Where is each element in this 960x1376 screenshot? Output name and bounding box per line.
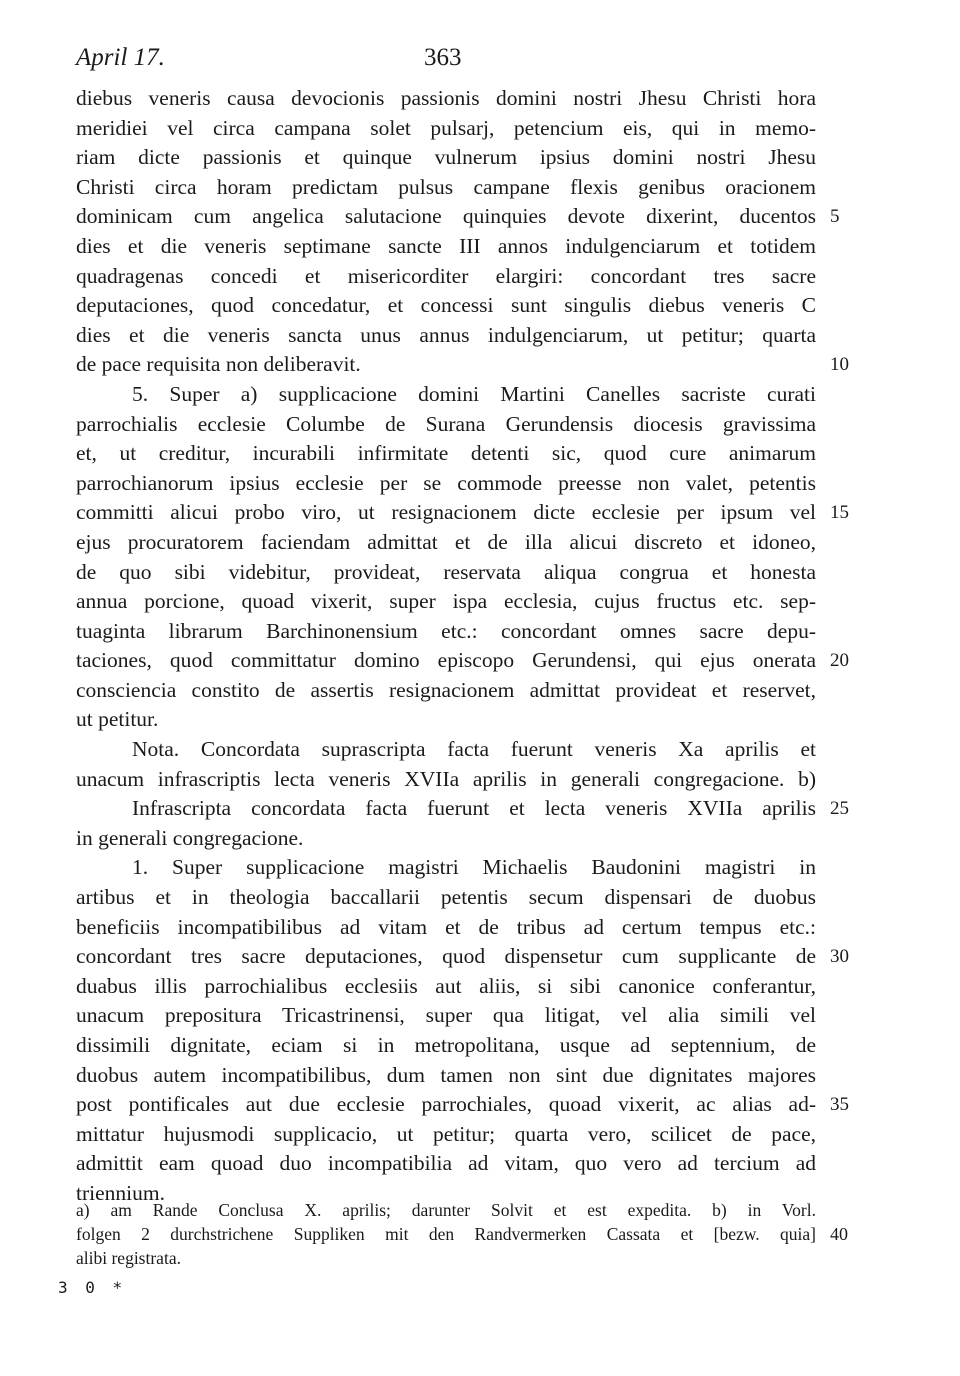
body-line-text: deputaciones, quod concedatur, et concessi sunt singulis diebus veneris C bbox=[76, 293, 816, 318]
body-line-text: 5. Super a) supplicacione domini Martini Canelles sacriste curati bbox=[132, 381, 816, 406]
running-head: April 17. bbox=[76, 44, 165, 71]
body-line bbox=[76, 84, 816, 114]
body-line-text: parrochianorum ipsius ecclesie per se commode preesse non valet, petentis bbox=[76, 470, 816, 495]
body-line bbox=[76, 705, 816, 735]
line-number: 20 bbox=[830, 650, 849, 672]
body-line-text: meridiei vel circa campana solet pulsarj, petencium eis, qui in memo- bbox=[76, 115, 816, 140]
body-line bbox=[76, 528, 816, 558]
body-line bbox=[76, 173, 816, 203]
body-line bbox=[76, 498, 849, 528]
line-number: 25 bbox=[830, 798, 849, 820]
body-line bbox=[76, 1061, 816, 1091]
body-line bbox=[76, 143, 816, 173]
body-line-text: duobus autem incompatibilibus, dum tamen non sint due dignitates majores bbox=[76, 1062, 816, 1087]
body-line bbox=[76, 439, 816, 469]
body-line bbox=[76, 942, 849, 972]
body-line bbox=[76, 913, 816, 943]
body-line-text: in generali congregacione. bbox=[76, 825, 304, 850]
body-line bbox=[76, 765, 816, 795]
body-line-text: post pontificales aut due ecclesie parrochiales, quoad vixerit, ac alias ad- bbox=[76, 1092, 816, 1117]
body-line bbox=[76, 350, 849, 380]
body-line-text: dies et die veneris septimane sancte III annos indulgenciarum et totidem bbox=[76, 233, 816, 258]
body-line-text: de pace requisita non deliberavit. bbox=[76, 352, 361, 377]
footnote-line-text: a) am Rande Conclusa X. aprilis; darunter Solvit et est expedita. b) in Vorl. bbox=[76, 1200, 816, 1220]
body-line-text: Christi circa horam predictam pulsus campane flexis genibus oracionem bbox=[76, 174, 816, 199]
printer-signature-mark: 3 0 * bbox=[58, 1278, 127, 1297]
line-number: 40 bbox=[830, 1224, 848, 1244]
body-line bbox=[76, 380, 816, 410]
body-line bbox=[76, 469, 816, 499]
body-line bbox=[76, 1001, 816, 1031]
body-line-text: annua porcione, quoad vixerit, super ispa ecclesia, cujus fructus etc. sep- bbox=[76, 589, 816, 614]
footnote-line bbox=[76, 1246, 816, 1270]
line-number: 30 bbox=[830, 946, 849, 968]
body-line bbox=[76, 853, 816, 883]
body-line-text: admittit eam quoad duo incompatibilia ad vitam, quo vero ad tercium ad bbox=[76, 1151, 816, 1176]
body-line bbox=[76, 262, 816, 292]
line-number: 5 bbox=[830, 206, 840, 228]
body-line bbox=[76, 824, 816, 854]
body-line-text: mittatur hujusmodi supplicacio, ut petitur; quarta vero, scilicet de pace, bbox=[76, 1121, 816, 1146]
body-line-text: taciones, quod committatur domino episcopo Gerundensi, qui ejus onerata bbox=[76, 648, 816, 673]
body-line-text: 1. Super supplicacione magistri Michaelis Baudonini magistri in bbox=[132, 855, 816, 880]
page-number: 363 bbox=[424, 44, 462, 71]
body-line bbox=[76, 1090, 849, 1120]
body-line bbox=[76, 676, 816, 706]
body-line bbox=[76, 1031, 816, 1061]
body-line-text: dies et die veneris sancta unus annus indulgenciarum, ut petitur; quarta bbox=[76, 322, 816, 347]
body-line-text: triennium. bbox=[76, 1180, 165, 1205]
body-line bbox=[76, 1149, 816, 1179]
body-line bbox=[76, 883, 816, 913]
body-line bbox=[76, 794, 849, 824]
body-line-text: dominicam cum angelica salutacione quinquies devote dixerint, ducentos bbox=[76, 204, 816, 229]
line-number: 35 bbox=[830, 1094, 849, 1116]
body-line-text: ut petitur. bbox=[76, 707, 159, 732]
body-line-text: consciencia constito de assertis resignacionem admittat provideat et reservet, bbox=[76, 677, 816, 702]
body-line-text: committi alicui probo viro, ut resignacionem dicte ecclesie per ipsum vel bbox=[76, 500, 816, 525]
body-line bbox=[76, 972, 816, 1002]
body-line-text: dissimili dignitate, eciam si in metropolitana, usque ad septennium, de bbox=[76, 1033, 816, 1057]
footnote-line-text: alibi registrata. bbox=[76, 1248, 181, 1268]
body-line bbox=[76, 558, 816, 588]
body-line-text: parrochialis ecclesie Columbe de Surana Gerundensis diocesis gravissima bbox=[76, 411, 816, 436]
body-line-text: tuaginta librarum Barchinonensium etc.: concordant omnes sacre depu- bbox=[76, 618, 816, 643]
body-line-text: unacum infrascriptis lecta veneris XVIIa aprilis in generali congregacione. b) bbox=[76, 766, 816, 791]
line-number: 15 bbox=[830, 502, 849, 524]
body-text bbox=[76, 84, 849, 1209]
body-line bbox=[76, 735, 816, 765]
body-line bbox=[76, 202, 840, 232]
footnote-line-text: folgen 2 durchstrichene Suppliken mit den Randvermerken Cassata et [bezw. quia] bbox=[76, 1224, 816, 1244]
body-line bbox=[76, 646, 849, 676]
body-line-text: quadragenas concedi et misericorditer elargiri: concordant tres sacre bbox=[76, 263, 816, 288]
body-line bbox=[76, 410, 816, 440]
body-line-text: de quo sibi videbitur, provideat, reservata aliqua congrua et honesta bbox=[76, 559, 816, 584]
body-line-text: Infrascripta concordata facta fuerunt et lecta veneris XVIIa aprilis bbox=[132, 796, 816, 821]
body-line-text: duabus illis parrochialibus ecclesiis aut aliis, si sibi canonice conferantur, bbox=[76, 973, 816, 998]
body-line-text: beneficiis incompatibilibus ad vitam et de tribus ad certum tempus etc.: bbox=[76, 914, 816, 939]
body-line-text: diebus veneris causa devocionis passionis domini nostri Jhesu Christi hora bbox=[76, 86, 816, 110]
body-line-text: unacum prepositura Tricastrinensi, super qua litigat, vel alia simili vel bbox=[76, 1003, 816, 1028]
body-line-text: ejus procuratorem faciendam admittat et de illa alicui discreto et idoneo, bbox=[76, 529, 816, 554]
line-number: 10 bbox=[830, 354, 849, 376]
body-line bbox=[76, 617, 816, 647]
body-line bbox=[76, 232, 816, 262]
body-line-text: riam dicte passionis et quinque vulnerum ipsius domini nostri Jhesu bbox=[76, 145, 816, 170]
footnotes bbox=[76, 1198, 848, 1270]
body-line bbox=[76, 587, 816, 617]
body-line bbox=[76, 114, 816, 144]
body-line bbox=[76, 1120, 816, 1150]
body-line-text: concordant tres sacre deputaciones, quod dispensetur cum supplicante de bbox=[76, 944, 816, 969]
page-header bbox=[76, 44, 816, 78]
body-line bbox=[76, 321, 816, 351]
body-line bbox=[76, 291, 816, 321]
body-line-text: artibus et in theologia baccallarii petentis secum dispensari de duobus bbox=[76, 885, 816, 910]
footnote-line bbox=[76, 1198, 816, 1222]
body-line-text: et, ut creditur, incurabili infirmitate detenti sic, quod cure animarum bbox=[76, 441, 816, 466]
footnote-line bbox=[76, 1222, 848, 1246]
body-line-text: Nota. Concordata suprascripta facta fuerunt veneris Xa aprilis et bbox=[132, 737, 816, 762]
